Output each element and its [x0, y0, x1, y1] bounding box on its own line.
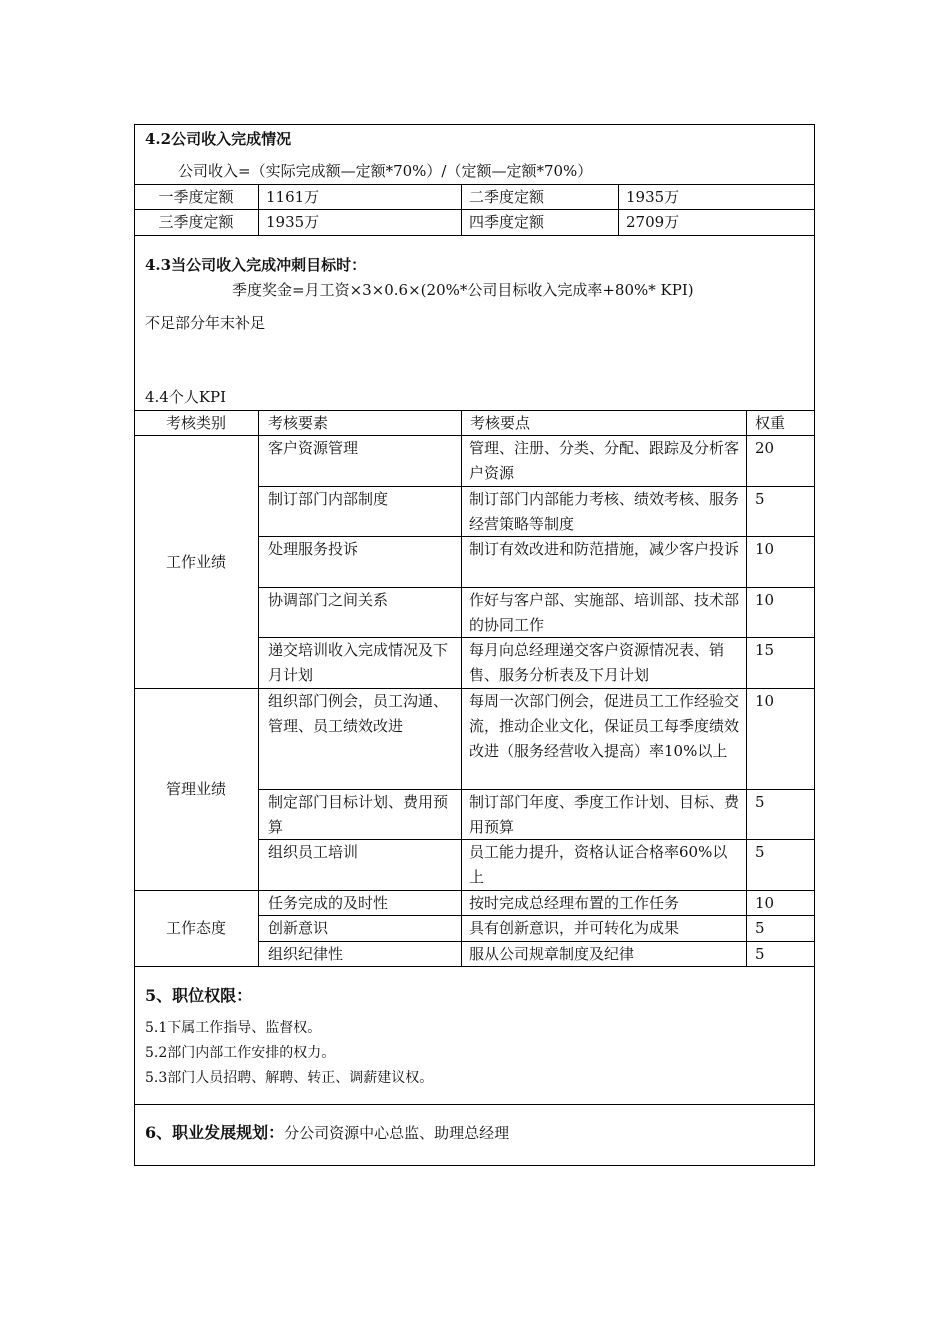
grid-line [618, 184, 619, 235]
quota-label-q2: 二季度定额 [469, 188, 545, 206]
section-4-3-formula: 季度奖金=月工资×3×0.6×(20%*公司目标收入完成率+80%* KPI) [232, 281, 694, 299]
kpi-weight: 5 [755, 490, 765, 508]
kpi-header-category: 考核类别 [165, 414, 226, 432]
kpi-factor: 制订部门内部制度 [268, 490, 389, 508]
quota-label-q3: 三季度定额 [158, 213, 234, 231]
section-4-2-title: 4.2公司收入完成情况 [145, 130, 292, 148]
kpi-point: 制订有效改进和防范措施，减少客户投诉 [469, 540, 740, 558]
kpi-category-work-performance: 工作业绩 [165, 553, 226, 571]
grid-line [461, 410, 462, 966]
kpi-weight: 5 [755, 945, 765, 963]
kpi-point: 管理、注册、分类、分配、跟踪及分析客户资源 [469, 439, 740, 482]
grid-line [258, 410, 259, 966]
grid-line [746, 410, 747, 966]
authority-item: 5.3部门人员招聘、解聘、转正、调薪建议权。 [145, 1070, 434, 1086]
kpi-factor: 创新意识 [268, 919, 329, 937]
kpi-factor: 递交培训收入完成情况及下月计划 [268, 641, 449, 684]
kpi-weight: 10 [755, 540, 775, 558]
kpi-weight: 5 [755, 843, 765, 861]
quota-label-q4: 四季度定额 [469, 213, 545, 231]
kpi-factor: 组织纪律性 [268, 945, 344, 963]
grid-line [134, 1104, 815, 1105]
section-6-title: 6、职业发展规划： [145, 1123, 285, 1142]
kpi-weight: 10 [755, 692, 775, 710]
kpi-factor: 任务完成的及时性 [268, 894, 389, 912]
grid-line [258, 184, 259, 235]
quota-value-q4: 2709万 [626, 213, 680, 231]
kpi-header-point: 考核要点 [470, 414, 531, 432]
kpi-header-factor: 考核要素 [268, 414, 329, 432]
kpi-factor: 组织部门例会，员工沟通、管理、员工绩效改进 [268, 692, 449, 735]
kpi-point: 员工能力提升，资格认证合格率60%以上 [469, 843, 728, 886]
section-5-title: 5、职位权限： [145, 986, 253, 1005]
kpi-factor: 组织员工培训 [268, 843, 359, 861]
kpi-category-work-attitude: 工作态度 [165, 919, 226, 937]
kpi-weight: 20 [755, 439, 775, 457]
kpi-category-management-performance: 管理业绩 [165, 780, 226, 798]
kpi-header-weight: 权重 [755, 414, 786, 432]
grid-line [461, 184, 462, 235]
section-4-3-note: 不足部分年末补足 [145, 314, 266, 332]
kpi-point: 每周一次部门例会，促进员工工作经验交流，推动企业文化，保证员工每季度绩效改进（服务经营收入提高）率10%以上 [469, 692, 740, 760]
kpi-factor: 处理服务投诉 [268, 540, 359, 558]
authority-item: 5.1下属工作指导、监督权。 [145, 1020, 322, 1036]
kpi-weight: 10 [755, 591, 775, 609]
quota-value-q3: 1935万 [266, 213, 320, 231]
kpi-point: 具有创新意识，并可转化为成果 [469, 919, 680, 937]
kpi-weight: 15 [755, 641, 775, 659]
authority-item: 5.2部门内部工作安排的权力。 [145, 1045, 336, 1061]
kpi-point: 制订部门内部能力考核、绩效考核、服务经营策略等制度 [469, 490, 740, 533]
kpi-point: 制订部门年度、季度工作计划、目标、费用预算 [469, 793, 740, 836]
grid-line [134, 966, 815, 967]
kpi-point: 服从公司规章制度及纪律 [469, 945, 635, 963]
kpi-factor: 协调部门之间关系 [268, 591, 389, 609]
kpi-point: 每月向总经理递交客户资源情况表、销售、服务分析表及下月计划 [469, 641, 725, 684]
section-4-4-title: 4.4个人KPI [145, 388, 227, 406]
quota-value-q2: 1935万 [626, 188, 680, 206]
grid-line [134, 235, 815, 236]
section-6-line [145, 1121, 509, 1145]
section-6-content: 分公司资源中心总监、助理总经理 [284, 1124, 510, 1142]
kpi-point: 作好与客户部、实施部、培训部、技术部的协同工作 [469, 591, 740, 634]
kpi-weight: 5 [755, 793, 765, 811]
quota-value-q1: 1161万 [266, 188, 320, 206]
kpi-factor: 制定部门目标计划、费用预算 [268, 793, 449, 836]
kpi-factor: 客户资源管理 [268, 439, 359, 457]
kpi-weight: 10 [755, 894, 775, 912]
section-4-2-formula: 公司收入=（实际完成额—定额*70%）/（定额—定额*70%） [178, 162, 593, 180]
kpi-weight: 5 [755, 919, 765, 937]
kpi-point: 按时完成总经理布置的工作任务 [469, 894, 680, 912]
quota-label-q1: 一季度定额 [158, 188, 234, 206]
section-4-3-title: 4.3当公司收入完成冲刺目标时： [145, 256, 367, 274]
